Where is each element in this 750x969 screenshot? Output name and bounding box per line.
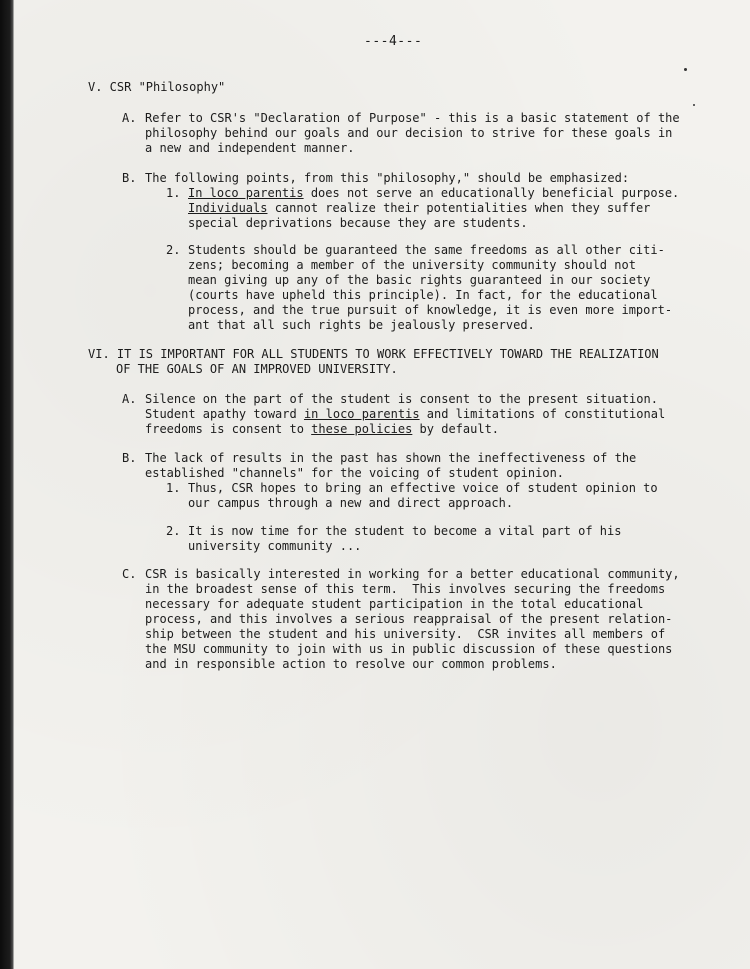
underlined-phrase: in loco parentis xyxy=(303,407,420,421)
item-vi-c-line: the MSU community to join with us in public discussion of these questions xyxy=(145,642,673,656)
item-vi-b-line: established "channels" for the voicing of student opinion. xyxy=(145,466,565,480)
point-v-b-2-line: zens; becoming a member of the university community should not xyxy=(188,258,636,272)
point-vi-b-2-label: 2. xyxy=(166,524,181,538)
line-text: by default. xyxy=(412,422,500,436)
point-v-b-1-line3: special deprivations because they are students. xyxy=(188,216,528,230)
line-text: and limitations of constitutional xyxy=(419,407,666,421)
ink-speck xyxy=(684,68,687,71)
item-v-a-line: a new and independent manner. xyxy=(145,141,355,155)
item-v-a-line: philosophy behind our goals and our decision to strive for these goals in xyxy=(145,126,673,140)
item-v-b-intro: The following points, from this "philosophy," should be emphasized: xyxy=(145,171,630,185)
line-text: freedoms is consent to xyxy=(145,422,312,436)
item-vi-b-label: B. xyxy=(122,451,137,465)
scan-edge-shadow xyxy=(0,0,14,969)
underlined-phrase: In loco parentis xyxy=(188,186,304,200)
item-vi-c-line: in the broadest sense of this term. This involves securing the freedoms xyxy=(145,582,666,596)
point-v-b-1-line2 xyxy=(188,201,650,216)
item-vi-a-label: A. xyxy=(122,392,137,406)
point-vi-b-1-label: 1. xyxy=(166,481,181,495)
point-vi-b-1-line: Thus, CSR hopes to bring an effective voice of student opinion to xyxy=(188,481,658,495)
line-text: does not serve an educationally beneficial purpose. xyxy=(303,186,680,200)
section-vi-heading: OF THE GOALS OF AN IMPROVED UNIVERSITY. xyxy=(116,362,398,376)
point-v-b-1-label: 1. xyxy=(166,186,181,200)
ink-speck xyxy=(693,104,695,106)
section-v-heading: V. CSR "Philosophy" xyxy=(88,80,226,94)
point-v-b-2-line: Students should be guaranteed the same freedoms as all other citi- xyxy=(188,243,665,257)
item-vi-a-line2 xyxy=(145,407,665,422)
item-vi-b-line: The lack of results in the past has shown the ineffectiveness of the xyxy=(145,451,637,465)
section-vi-heading: VI. IT IS IMPORTANT FOR ALL STUDENTS TO WORK EFFECTIVELY TOWARD THE REALIZATION xyxy=(88,347,659,361)
point-v-b-1-line1 xyxy=(188,186,679,201)
item-v-a-line: Refer to CSR's "Declaration of Purpose" - this is a basic statement of the xyxy=(145,111,680,125)
underlined-phrase: Individuals xyxy=(188,201,268,215)
point-v-b-2-line: ant that all such rights be jealously preserved. xyxy=(188,318,535,332)
page-number: ---4--- xyxy=(364,34,423,49)
line-text: cannot realize their potentialities when they suffer xyxy=(267,201,651,215)
line-text: Student apathy toward xyxy=(145,407,304,421)
item-v-b-label: B. xyxy=(122,171,137,185)
point-v-b-2-line: mean giving up any of the basic rights guaranteed in our society xyxy=(188,273,651,287)
item-vi-c-line: CSR is basically interested in working for a better educational community, xyxy=(145,567,680,581)
item-vi-c-line: ship between the student and his university. CSR invites all members of xyxy=(145,627,666,641)
point-v-b-2-label: 2. xyxy=(166,243,181,257)
underlined-phrase: these policies xyxy=(311,422,413,436)
item-vi-c-line: necessary for adequate student participation in the total educational xyxy=(145,597,644,611)
item-vi-a-line3 xyxy=(145,422,499,437)
point-vi-b-2-line: It is now time for the student to become a vital part of his xyxy=(188,524,622,538)
item-v-a-label: A. xyxy=(122,111,137,125)
item-vi-c-line: and in responsible action to resolve our common problems. xyxy=(145,657,557,671)
item-vi-c-line: process, and this involves a serious reappraisal of the present relation- xyxy=(145,612,673,626)
point-v-b-2-line: (courts have upheld this principle). In fact, for the educational xyxy=(188,288,658,302)
point-v-b-2-line: process, and the true pursuit of knowledge, it is even more import- xyxy=(188,303,673,317)
item-vi-a-line1: Silence on the part of the student is consent to the present situation. xyxy=(145,392,658,406)
point-vi-b-2-line: university community ... xyxy=(188,539,362,553)
point-vi-b-1-line: our campus through a new and direct approach. xyxy=(188,496,514,510)
item-vi-c-label: C. xyxy=(122,567,137,581)
